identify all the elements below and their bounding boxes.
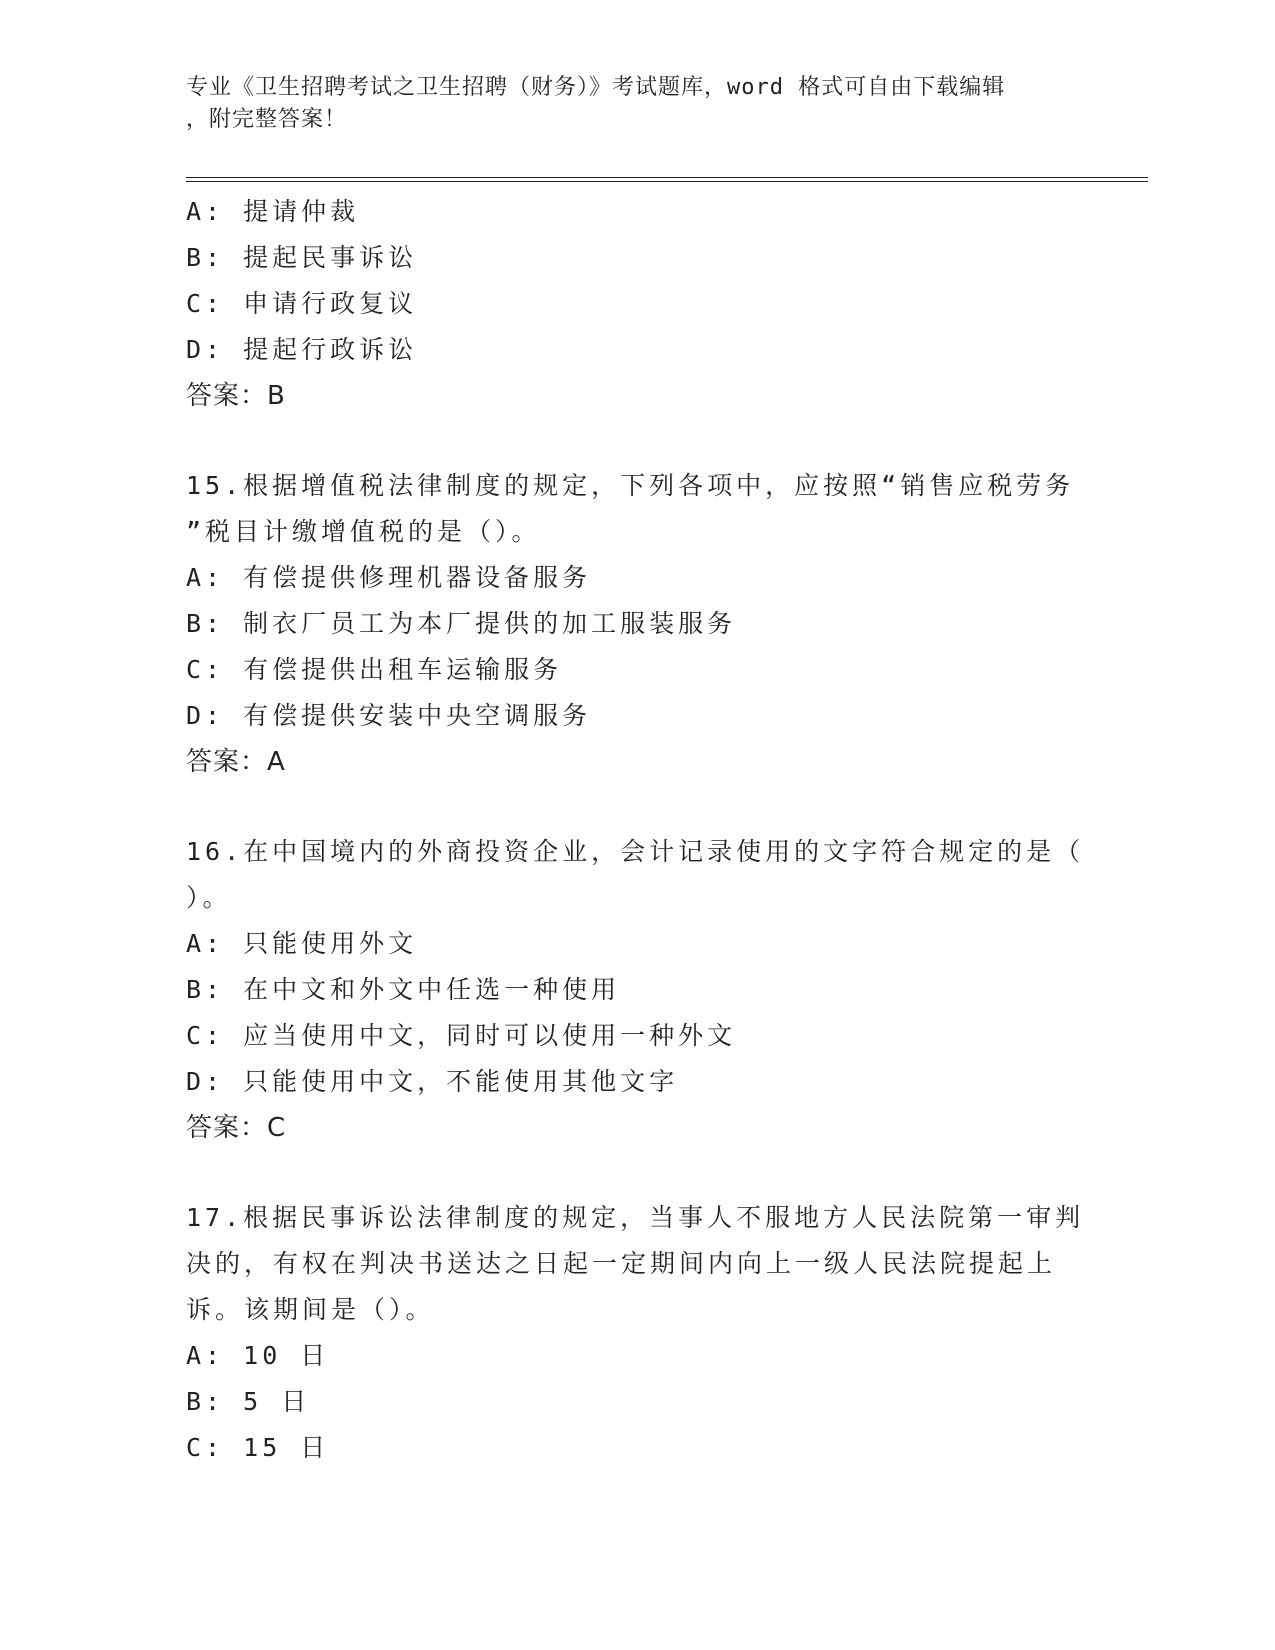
option-d: D: 提起行政诉讼 — [186, 335, 418, 364]
question-stem-line: 决的，有权在判决书送达之日起一定期间内向上一级人民法院提起上 — [186, 1249, 1057, 1278]
question-stem-line: ）。 — [186, 883, 232, 912]
question-stem-line: ”税目计缴增值税的是（）。 — [186, 517, 541, 546]
option-d: D: 只能使用中文，不能使用其他文字 — [186, 1067, 679, 1096]
header-line-2: ，附完整答案！ — [186, 107, 348, 132]
question-17 — [186, 1195, 1086, 1471]
option-a: A: 提请仲裁 — [186, 197, 360, 226]
option-c: C: 15 日 — [186, 1433, 330, 1462]
option-c: C: 申请行政复议 — [186, 289, 418, 318]
question-15 — [186, 463, 1086, 785]
option-b: B: 提起民事诉讼 — [186, 243, 418, 272]
option-b: B: 5 日 — [186, 1387, 311, 1416]
spacer — [186, 1151, 1086, 1195]
option-c: C: 有偿提供出租车运输服务 — [186, 655, 563, 684]
question-stem-line: 17.根据民事诉讼法律制度的规定，当事人不服地方人民法院第一审判 — [186, 1203, 1085, 1232]
option-a: A: 只能使用外文 — [186, 929, 418, 958]
header-line-1: 专业《卫生招聘考试之卫生招聘（财务）》考试题库，word 格式可自由下载编辑 — [186, 75, 1006, 100]
question-stem-line: 16.在中国境内的外商投资企业，会计记录使用的文字符合规定的是（ — [186, 837, 1085, 866]
question-16 — [186, 829, 1086, 1151]
question-14 — [186, 189, 1086, 419]
option-b: B: 在中文和外文中任选一种使用 — [186, 975, 621, 1004]
document-header — [186, 72, 1066, 136]
option-a: A: 有偿提供修理机器设备服务 — [186, 563, 592, 592]
option-b: B: 制衣厂员工为本厂提供的加工服装服务 — [186, 609, 737, 638]
answer: 答案：A — [186, 747, 286, 777]
question-stem-line: 诉。该期间是（）。 — [186, 1295, 435, 1324]
question-stem-line: 15.根据增值税法律制度的规定，下列各项中，应按照“销售应税劳务 — [186, 471, 1075, 500]
document-body — [186, 189, 1086, 1471]
header-divider — [186, 177, 1148, 182]
answer: 答案：B — [186, 381, 286, 411]
option-d: D: 有偿提供安装中央空调服务 — [186, 701, 592, 730]
answer: 答案：C — [186, 1113, 287, 1143]
option-a: A: 10 日 — [186, 1341, 330, 1370]
option-c: C: 应当使用中文，同时可以使用一种外文 — [186, 1021, 737, 1050]
spacer — [186, 785, 1086, 829]
spacer — [186, 419, 1086, 463]
